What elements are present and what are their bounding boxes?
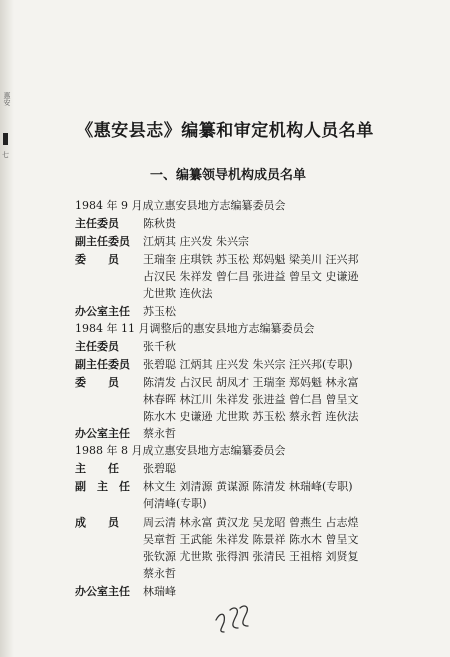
section-heading: 1988 年 8 月成立惠安县地方志编纂委员会 [75, 444, 286, 457]
member-row [75, 514, 358, 530]
member-row [75, 425, 176, 441]
member-names: 江炳其 庄兴发 朱兴宗 [143, 235, 249, 248]
page-title: 《惠安县志》编纂和审定机构人员名单 [76, 121, 374, 141]
role-label: 办公室主任 [75, 585, 130, 598]
member-names: 蔡永哲 [143, 427, 176, 440]
scan-edge [0, 0, 14, 657]
role-label: 副主任委员 [75, 358, 130, 371]
role-label: 办公室主任 [75, 305, 130, 318]
member-names: 周云清 林永富 黄汉龙 吴龙昭 曾燕生 占志煌 [143, 516, 359, 529]
handwritten-page-mark [210, 598, 260, 638]
member-names: 张碧聪 江炳其 庄兴发 朱兴宗 汪兴邦(专职) [143, 358, 353, 371]
member-names: 王瑞奎 庄琪铁 苏玉松 郑妈魁 梁美川 汪兴邦 [143, 253, 359, 266]
role-label: 委 员 [75, 253, 119, 266]
member-names-cont: 尤世欺 连伙法 [143, 287, 213, 300]
member-names-cont: 何清峰(专职) [143, 497, 207, 510]
role-label: 办公室主任 [75, 427, 130, 440]
member-row [75, 356, 353, 372]
member-row [75, 478, 353, 494]
section-heading: 1984 年 11 月调整后的惠安县地方志编纂委员会 [75, 322, 315, 335]
role-label: 主 任 [75, 462, 119, 475]
member-names-cont: 占汉民 朱祥发 曾仁昌 张进益 曾呈文 史谦逊 [143, 270, 359, 283]
member-names: 陈秋贵 [143, 217, 176, 230]
role-label: 副 主 任 [75, 480, 130, 493]
member-names-cont: 林春晖 林江川 朱祥发 张进益 曾仁昌 曾呈文 [143, 393, 359, 406]
role-label: 主任委员 [75, 340, 119, 353]
edge-mark-top: 惠安 [3, 92, 11, 106]
role-label: 委 员 [75, 376, 119, 389]
member-row [75, 215, 176, 231]
role-label: 主任委员 [75, 217, 119, 230]
member-row [75, 460, 176, 476]
member-names-cont: 蔡永哲 [143, 567, 176, 580]
section-subtitle: 一、编纂领导机构成员名单 [150, 168, 307, 183]
section-heading: 1984 年 9 月成立惠安县地方志编纂委员会 [75, 199, 286, 212]
edge-mark-bottom: 七 [2, 151, 9, 159]
role-label: 副主任委员 [75, 235, 130, 248]
member-names: 苏玉松 [143, 305, 176, 318]
role-label: 成 员 [75, 516, 119, 529]
member-names-cont: 陈水木 史谦逊 尤世欺 苏玉松 蔡永哲 连伙法 [143, 410, 359, 423]
member-names: 林瑞峰 [143, 585, 176, 598]
member-row [75, 338, 176, 354]
member-row [75, 583, 176, 599]
member-row [75, 233, 249, 249]
member-names: 张千秋 [143, 340, 176, 353]
member-row [75, 251, 358, 267]
member-row [75, 303, 176, 319]
member-names: 林文生 刘清源 黄谋源 陈清发 林瑞峰(专职) [143, 480, 353, 493]
member-names: 张碧聪 [143, 462, 176, 475]
member-names-cont: 张钦源 尤世欺 张得泗 张清民 王祖榕 刘贤复 [143, 550, 359, 563]
member-row [75, 374, 358, 390]
member-names-cont: 吴章哲 王武能 朱祥发 陈景祥 陈水木 曾呈文 [143, 533, 359, 546]
member-names: 陈清发 占汉民 胡凤才 王瑞奎 郑妈魁 林永富 [143, 376, 359, 389]
